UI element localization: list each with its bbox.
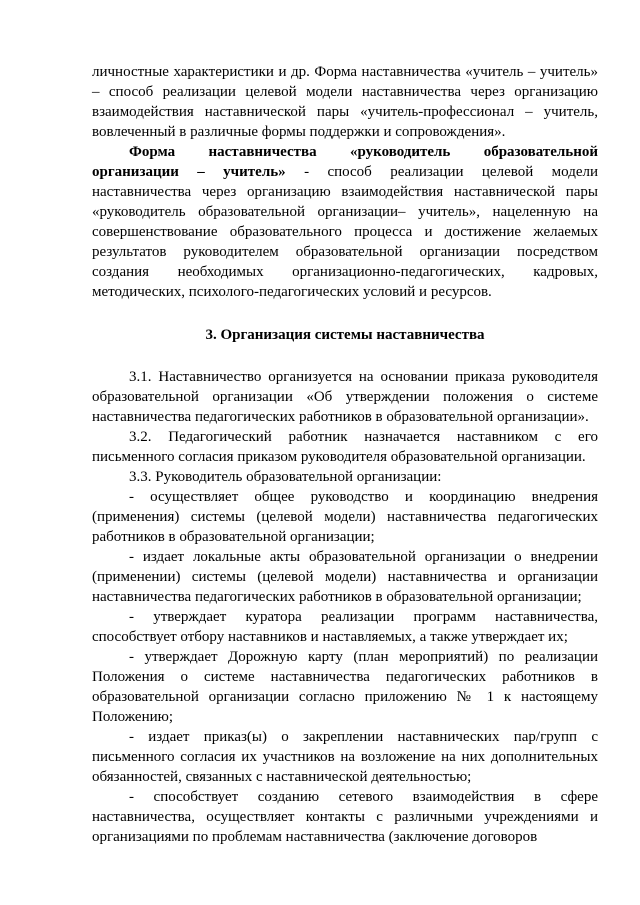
section-heading: 3. Организация системы наставничества: [205, 327, 485, 343]
paragraph-3-1: 3.1. Наставничество организуется на основании приказа руководителя образовательной организации «Об утверждении положения о системе наставничества педагогических работников в образовательной организации».: [92, 369, 598, 425]
list-item: - осуществляет общее руководство и координацию внедрения (применения) системы (целевой модели) наставничества педагогических работников в образовательной организации;: [92, 489, 598, 545]
form-term-bold: Форма наставничества «руководитель образовательной организации – учитель»: [92, 144, 598, 180]
list-item: - издает локальные акты образовательной организации о внедрении (применении) системы (целевой модели) наставничества и организации наставничества педагогических работников в образовательной организации;: [92, 549, 598, 605]
paragraph-form-director-teacher: [92, 142, 598, 302]
list-item: - утверждает куратора реализации программ наставничества, способствует отбору наставников и наставляемых, а также утверждает их;: [92, 609, 598, 645]
paragraph-form-teacher-teacher: личностные характеристики и др. Форма наставничества «учитель – учитель» – способ реализации целевой модели наставничества через организацию взаимодействия наставнической пары «учитель-профессионал – учитель, вовлеченный в различные формы поддержки и сопровождения».: [92, 64, 598, 140]
list-item: - способствует созданию сетевого взаимодействия в сфере наставничества, осуществляет контакты с различными учреждениями и организациями по проблемам наставничества (заключение договоров: [92, 789, 598, 845]
paragraph-3-3: 3.3. Руководитель образовательной организации:: [129, 469, 442, 485]
paragraph-3-2: 3.2. Педагогический работник назначается наставником с его письменного согласия приказом руководителя образовательной организации.: [92, 429, 598, 465]
form-definition: - способ реализации целевой модели наставничества через организацию взаимодействия наставнической пары «руководитель образовательной организации– учитель», нацеленную на совершенствование образовательного процесса и достижение желаемых результатов руководителем образовательной организации посредством создания необходимых организационно-педагогических, кадровых, методических, психолого-педагогических условий и ресурсов.: [92, 164, 598, 300]
list-item: - издает приказ(ы) о закреплении наставнических пар/групп с письменного согласия их участников на возложение на них дополнительных обязанностей, связанных с наставнической деятельностью;: [92, 729, 598, 785]
list-item: - утверждает Дорожную карту (план мероприятий) по реализации Положения о системе наставничества педагогических работников в образовательной организации согласно приложению № 1 к настоящему Положению;: [92, 649, 598, 725]
